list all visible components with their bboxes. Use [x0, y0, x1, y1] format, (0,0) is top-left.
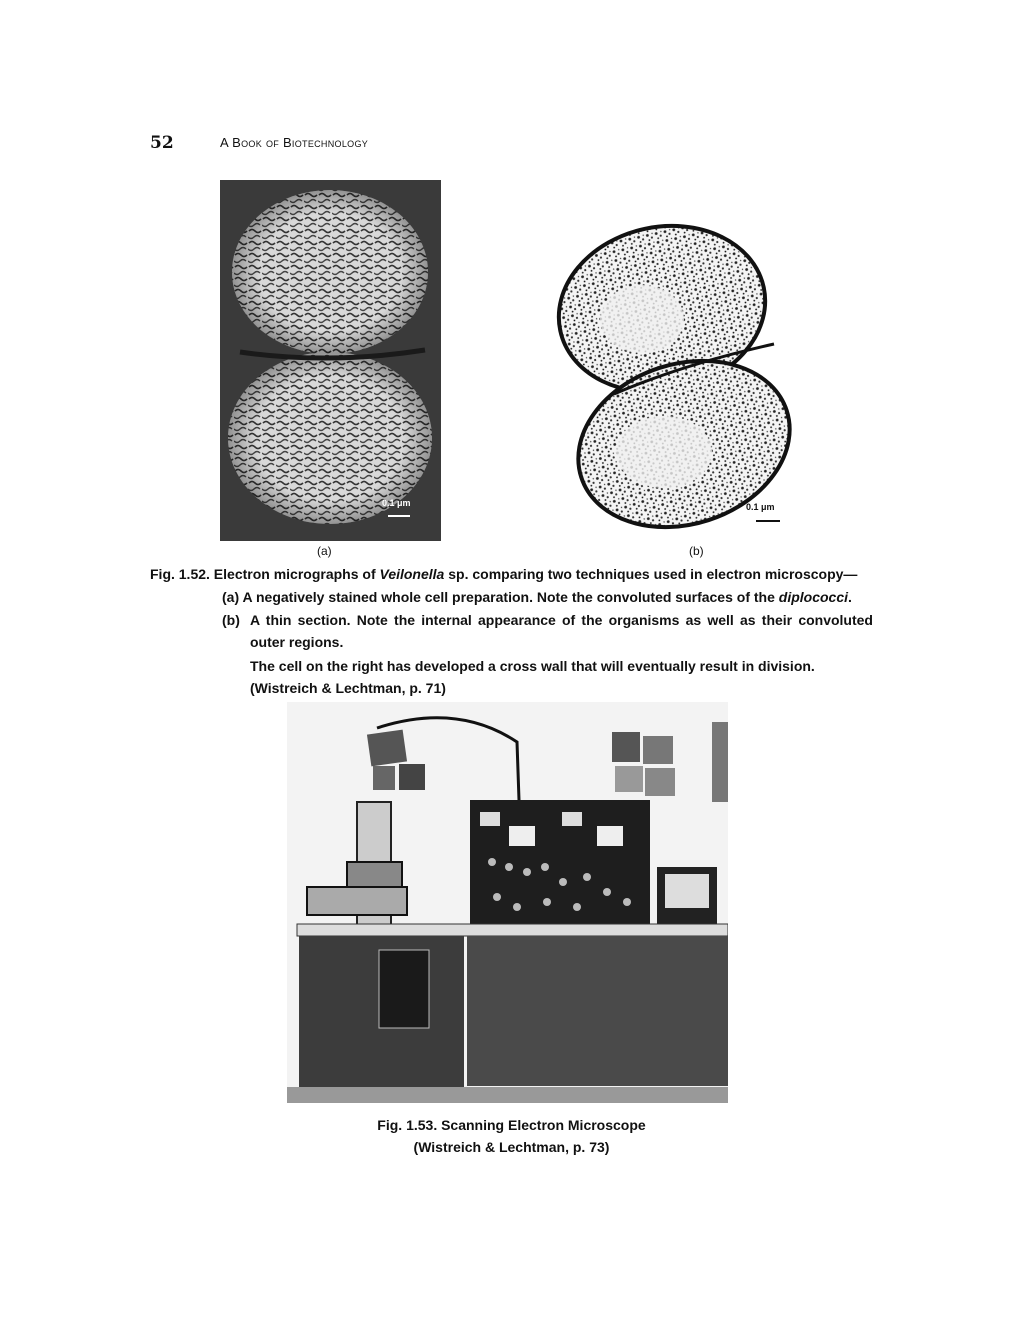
item-b-text: A thin section. Note the internal appearance of the organisms as well as their convoluted outer regions. [250, 612, 873, 650]
caption-item-a [222, 586, 873, 608]
page-number: 52 [150, 133, 174, 153]
scale-bar-label: 0.1 μm [382, 498, 411, 508]
note-line-1: The cell on the right has developed a cross wall that will eventually result in division. [250, 658, 815, 674]
caption-rest: sp. comparing two techniques used in electron microscopy— [444, 566, 858, 582]
sem-caption-title: Fig. 1.53. Scanning Electron Microscope [377, 1117, 646, 1133]
sem-photograph [287, 702, 728, 1103]
running-head: A Book of Biotechnology [220, 135, 369, 150]
panel-label-a: (a) [317, 544, 332, 558]
caption-item-b [222, 609, 873, 653]
figure-caption [150, 563, 873, 585]
item-a-text: A negatively stained whole cell preparation. Note the convoluted surfaces of the [242, 589, 779, 605]
item-a-term: diplococci [778, 589, 848, 605]
micrograph-negative-stain [220, 180, 441, 541]
panel-label-b: (b) [689, 544, 704, 558]
item-a-end: . [848, 589, 852, 605]
sem-caption-citation: (Wistreich & Lechtman, p. 73) [413, 1139, 610, 1155]
scale-bar-label: 0.1 μm [746, 502, 775, 512]
item-label-b: (b) [222, 612, 240, 628]
item-label-a: (a) [222, 589, 240, 605]
micrograph-thin-section [544, 214, 801, 536]
caption-note [250, 655, 873, 699]
caption-prefix: Fig. 1.52. Electron micrographs of [150, 566, 380, 582]
caption-genus: Veilonella [379, 566, 445, 582]
note-citation: (Wistreich & Lechtman, p. 71) [250, 680, 446, 696]
sem-caption [287, 1114, 736, 1158]
